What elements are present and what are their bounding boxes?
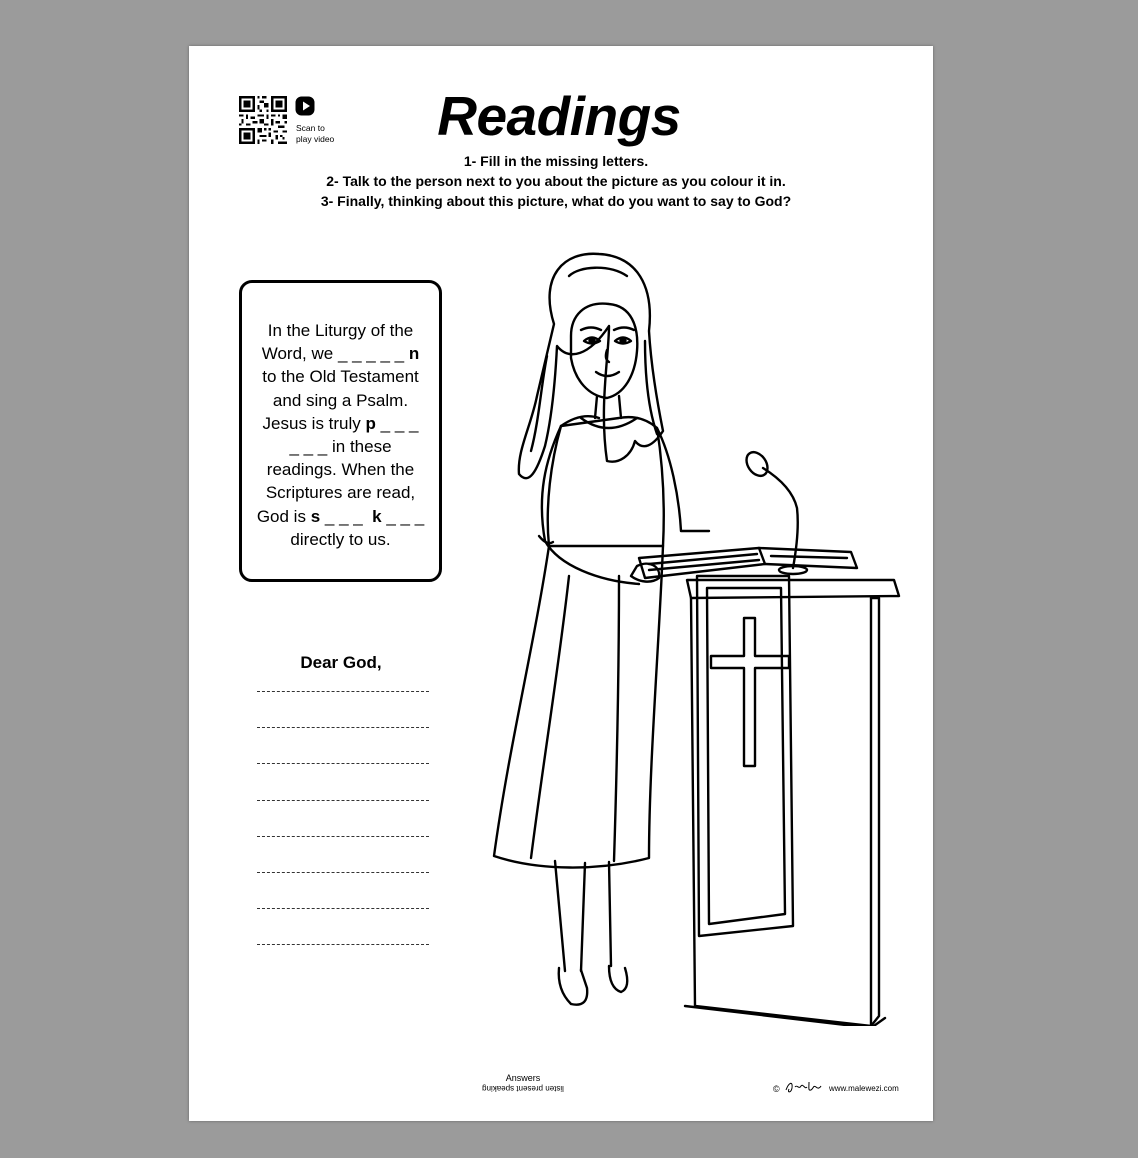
cross-icon (711, 618, 789, 766)
passage-letter-4: k (372, 506, 382, 526)
hair-strand (569, 268, 627, 276)
answers-key-upside-down: listen present speaking (482, 1084, 564, 1093)
hair (519, 254, 663, 478)
book-page-lines (649, 554, 847, 570)
instruction-2: 2- Talk to the person next to you about the picture as you colour it in. (326, 173, 786, 189)
writing-line[interactable] (257, 691, 429, 693)
passage-letter-3: s (310, 506, 321, 526)
qr-code-icon[interactable] (239, 96, 287, 144)
left-shoe (559, 968, 587, 1005)
microphone-head (742, 448, 772, 480)
qr-caption-line2: play video (296, 134, 335, 144)
microphone-stand (763, 468, 798, 568)
passage-blank-1[interactable]: _ _ _ _ _ (337, 344, 405, 364)
neck (595, 396, 621, 418)
instruction-1: 1- Fill in the missing letters. (463, 153, 649, 169)
qr-caption (296, 123, 366, 145)
instruction-3: 3- Finally, thinking about this picture, what do you want to say to God? (320, 193, 792, 209)
left-leg (555, 861, 585, 971)
right-pupil (621, 338, 626, 343)
passage-text-2: to the Old Testament and sing a Psalm. Jesus is truly (262, 367, 419, 433)
right-shoe (609, 966, 627, 992)
skirt-fold (614, 576, 619, 861)
writing-line[interactable] (257, 908, 429, 910)
passage-letter-1: n (408, 344, 420, 364)
letter-greeting: Dear God, (300, 653, 382, 672)
play-video-icon[interactable] (295, 96, 315, 116)
page-title: Readings (437, 85, 681, 147)
fill-in-passage-box (239, 280, 442, 582)
mouth (596, 372, 619, 376)
qr-caption-line1: Scan to (296, 123, 325, 133)
writing-line[interactable] (257, 763, 429, 765)
passage-blank-4[interactable]: _ _ _ (386, 506, 425, 526)
passage-blank-3[interactable]: _ _ _ (324, 506, 363, 526)
website-link[interactable]: www.malewezi.com (829, 1084, 899, 1093)
left-pupil (590, 338, 595, 343)
right-brow (614, 328, 634, 331)
passage-letter-2: p (365, 413, 376, 433)
right-leg (609, 862, 611, 966)
altar-cloth-border (707, 588, 785, 924)
writing-line[interactable] (257, 727, 429, 729)
passage-text-3: in these readings. When the Scriptures are read, God is (256, 437, 416, 526)
left-sleeve-cuff (539, 536, 553, 543)
microphone-base (779, 566, 807, 574)
lector-at-ambo-illustration (459, 246, 904, 1026)
passage-blank-2[interactable]: _ _ _ _ _ _ (289, 413, 419, 457)
skirt (494, 546, 663, 868)
instructions (284, 151, 828, 211)
worksheet-page (189, 46, 933, 1121)
passage-text-1: In the Liturgy of the Word, we (261, 321, 414, 364)
writing-line[interactable] (257, 944, 429, 946)
hair-strand (531, 356, 547, 451)
torso (548, 416, 664, 546)
writing-line[interactable] (257, 800, 429, 802)
signature-logo (783, 1078, 823, 1096)
left-brow (581, 328, 601, 331)
answers-label: Answers (505, 1073, 541, 1083)
writing-line[interactable] (257, 836, 429, 838)
writing-lines[interactable] (257, 691, 429, 981)
writing-line[interactable] (257, 872, 429, 874)
passage-text-4: directly to us. (290, 529, 391, 549)
copyright-symbol: © (773, 1084, 780, 1094)
left-arm (542, 426, 639, 584)
